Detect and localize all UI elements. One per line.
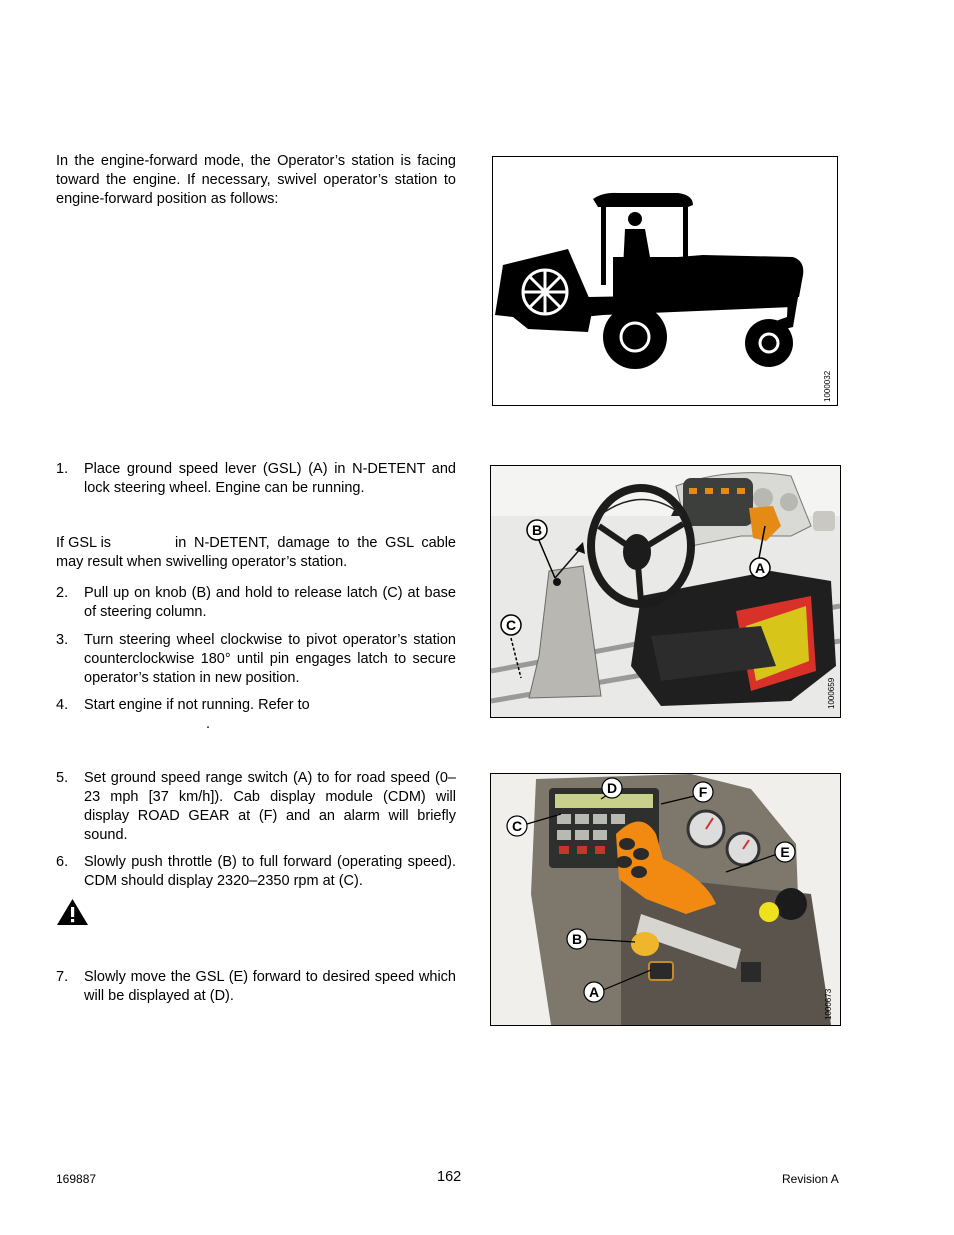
step-4-continuation: .: [206, 716, 211, 732]
step-text: Set ground speed range switch (A) to for road speed (0–23 mph [37 km/h]). Cab display module (CDM) will display ROAD GEAR at (F) and an alarm will briefly sound.: [84, 770, 456, 843]
page-number: 162: [437, 1169, 462, 1185]
step-5: [56, 769, 456, 845]
doc-number: 169887: [56, 1172, 97, 1186]
step-text: Slowly move the GSL (E) forward to desired speed which will be displayed at (D).: [84, 969, 456, 1004]
step-text: Start engine if not running. Refer to: [84, 697, 310, 713]
callout-d: D: [606, 780, 618, 796]
step-text: Slowly push throttle (B) to full forward (operating speed). CDM should display 2320–2350 rpm at (C).: [84, 854, 456, 889]
step-6: [56, 853, 456, 893]
step-1: [56, 460, 456, 500]
callout-f: F: [698, 784, 708, 800]
figure-steering-column: [490, 465, 841, 718]
caution-text-end: in N-DETENT, damage to the GSL cable may result when swivelling operator’s station.: [56, 535, 456, 570]
step-text: Place ground speed lever (GSL) (A) in N-DETENT and lock steering wheel. Engine can be running.: [84, 461, 456, 496]
step-number: 5.: [56, 770, 69, 786]
step-number: 1.: [56, 461, 69, 477]
callout-a: A: [588, 984, 600, 1000]
callout-c: C: [511, 818, 523, 834]
step-number: 7.: [56, 969, 69, 985]
callout-a: A: [754, 560, 766, 576]
callout-c: C: [505, 617, 517, 633]
figure-1-id: 1000032: [823, 370, 832, 402]
figure-windrower-silhouette: [492, 156, 838, 406]
callout-e: E: [780, 844, 790, 860]
step-2: [56, 584, 456, 624]
step-4: [56, 696, 456, 736]
figure-2-id: 1000659: [827, 677, 836, 709]
revision: Revision A: [782, 1172, 839, 1186]
caution-note: [56, 534, 456, 574]
warning-triangle-icon: [56, 898, 89, 926]
step-number: 2.: [56, 585, 69, 601]
figure-3-id: 1000673: [824, 988, 833, 1020]
step-3: [56, 631, 456, 689]
step-7: [56, 968, 456, 1008]
step-text: Turn steering wheel clockwise to pivot operator’s station counterclockwise 180° until pin engages latch to secure operator’s station in new position.: [84, 632, 456, 686]
callout-b: B: [571, 931, 583, 947]
callout-b: B: [531, 522, 543, 538]
figure-cab-console: [490, 773, 841, 1026]
step-number: 3.: [56, 632, 69, 648]
step-number: 4.: [56, 697, 69, 713]
caution-text-start: If GSL is: [56, 535, 112, 551]
step-number: 6.: [56, 854, 69, 870]
intro-paragraph: In the engine-forward mode, the Operator’s station is facing toward the engine. If necessary, swivel operator’s station to engine-forward position as follows:: [56, 153, 456, 207]
step-text: Pull up on knob (B) and hold to release latch (C) at base of steering column.: [84, 585, 456, 620]
